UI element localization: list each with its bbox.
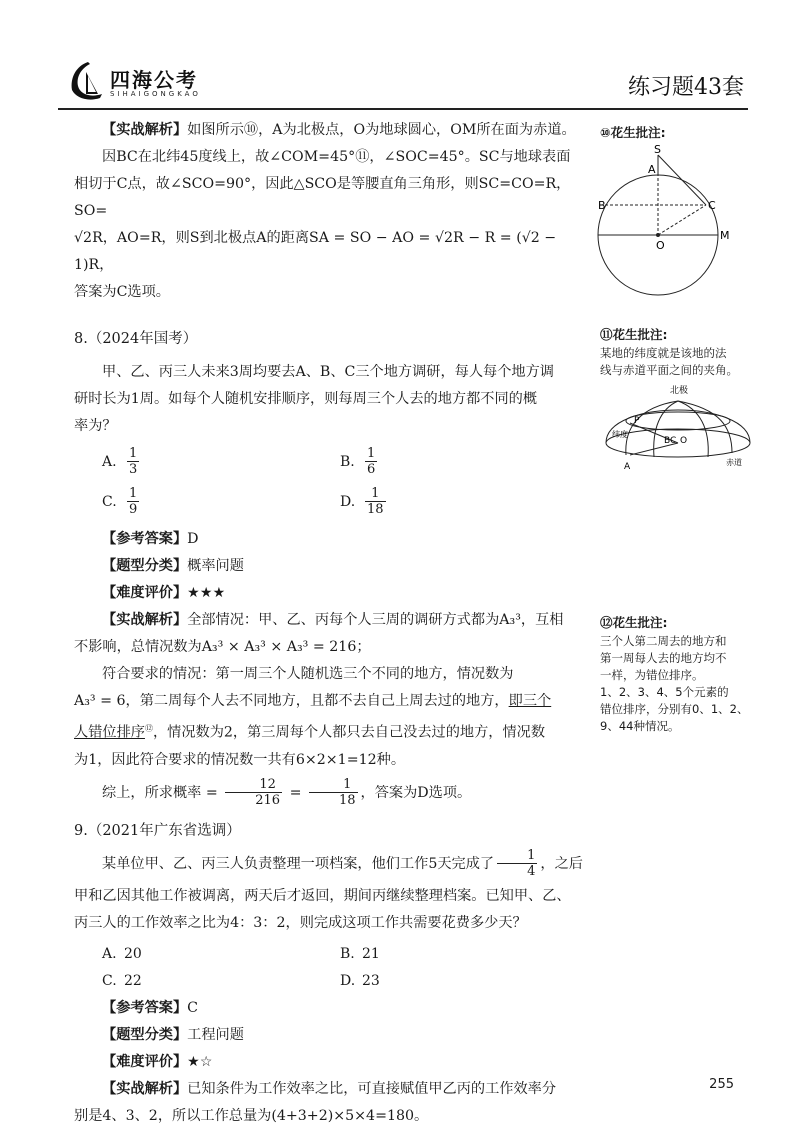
analysis-label: 【实战解析】 xyxy=(102,122,188,138)
q8-option-a[interactable]: A. $\frac{1}{3}$ xyxy=(102,446,138,477)
q7-analysis-line: 相切于C点，故∠SCO=90°，因此△SCO是等腰直角三角形，则SC=CO=R，SO= xyxy=(74,176,571,219)
label-C2: C xyxy=(670,436,677,446)
note-10-title: ⑩花生批注: xyxy=(600,125,666,140)
q9-difficulty: 【难度评价】★☆ xyxy=(102,1053,213,1070)
q8-stem-line: 率为？ xyxy=(74,418,117,434)
label-M: M xyxy=(720,229,730,242)
q8-difficulty: 【难度评价】★★★ xyxy=(102,585,226,601)
logo-text: 四海公考 xyxy=(110,68,198,92)
note-11-text: 某地的纬度就是该地的法 xyxy=(600,346,727,360)
q8-analysis-line: A₃³ = 6，第二周每个人去不同地方，且都不去自己上周去过的地方，即三个 xyxy=(74,693,552,709)
label-O2: O xyxy=(680,436,688,446)
side-note-11 xyxy=(600,326,770,488)
note-12-text: 1、2、3、4、5个元素的 xyxy=(600,685,729,699)
label-P: P xyxy=(634,416,640,426)
note-12-text: 一样，为错位排序。 xyxy=(600,668,704,682)
hemisphere-diagram xyxy=(600,379,770,483)
q7-analysis-line: 答案为C选项。 xyxy=(74,284,170,300)
label-C: C xyxy=(708,199,716,212)
logo-subtitle: SIHAIGONGKAO xyxy=(110,90,201,98)
q8-analysis-line: 为1，因此符合要求的情况数一共有6×2×1=12种。 xyxy=(74,751,406,768)
q7-analysis-line: 因BC在北纬45度线上，故∠COM=45°⑪，∠SOC=45°。SC与地球表面 xyxy=(102,149,571,165)
q7-analysis-text: 如图所示⑩，A为北极点，O为地球圆心，OM所在面为赤道。 xyxy=(187,122,576,138)
set-title: 练习题43套 xyxy=(628,75,744,100)
q9-type: 【题型分类】工程问题 xyxy=(102,1026,244,1043)
q8-options xyxy=(74,440,584,526)
q8-heading: 8.（2024年国考） xyxy=(74,331,198,347)
q8-option-b[interactable]: B. $\frac{1}{6}$ xyxy=(340,446,376,477)
q8-stem-line: 研时长为1周。如每个人随机安排顺序，则每周三个人去的地方都不同的概 xyxy=(74,391,538,407)
q9-stem-line: 某单位甲、乙、丙三人负责整理一项档案，他们工作5天完成了 $\frac{1}{4}$ ，之后 xyxy=(102,848,583,880)
sphere-diagram xyxy=(600,143,770,303)
label-equator: 赤道 xyxy=(726,458,742,467)
side-note-12 xyxy=(600,614,770,735)
main-content xyxy=(74,117,584,1130)
q8-answer: 【参考答案】D xyxy=(102,531,199,547)
q8-analysis-line: 符合要求的情况：第一周三个人随机选三个不同的地方，情况数为 xyxy=(102,666,514,682)
q8-analysis-line: 【实战解析】全部情况：甲、乙、丙每个人三周的调研方式都为A₃³，互相 xyxy=(102,612,564,628)
page-number: 255 xyxy=(709,1077,734,1092)
note-12-text: 9、44种情况。 xyxy=(600,719,680,733)
note-12-text: 三个人第二周去的地方和 xyxy=(600,634,727,648)
q9-option-a[interactable]: A. 20 xyxy=(102,945,142,962)
note-11-title: ⑪花生批注: xyxy=(600,327,668,342)
q9-option-b[interactable]: B. 21 xyxy=(340,945,380,962)
q9-options xyxy=(74,937,584,995)
label-A2: A xyxy=(624,462,631,472)
logo-icon xyxy=(68,60,108,102)
q8-stem-line: 甲、乙、丙三人未来3周均要去A、B、C三个地方调研，每人每个地方调 xyxy=(102,364,554,380)
q9-option-c[interactable]: C. 22 xyxy=(102,972,142,989)
q8-option-d[interactable]: D. $\frac{1}{18}$ xyxy=(340,486,384,517)
note-11-text: 线与赤道平面之间的夹角。 xyxy=(600,363,738,377)
q8-analysis-line: 人错位排序⑫，情况数为2，第三周每个人都只去自己没去过的地方，情况数 xyxy=(74,724,546,741)
q9-option-d[interactable]: D. 23 xyxy=(340,972,380,989)
note-12-text: 第一周每人去的地方均不 xyxy=(600,651,727,665)
header-divider xyxy=(58,108,748,110)
q7-analysis-line xyxy=(74,117,584,144)
q9-answer: 【参考答案】C xyxy=(102,999,198,1016)
label-latitude: 纬度 xyxy=(612,430,628,439)
note-12-text: 错位排序，分别有0、1、2、 xyxy=(600,702,749,716)
label-S: S xyxy=(654,143,661,156)
label-O: O xyxy=(656,239,665,252)
label-A: A xyxy=(648,163,656,176)
label-B2: B xyxy=(664,436,671,446)
q9-heading: 9.（2021年广东省选调） xyxy=(74,822,241,839)
label-B: B xyxy=(598,199,606,212)
side-note-10 xyxy=(600,124,770,308)
q8-analysis-conclusion: 综上，所求概率 = $\frac{12}{216}$ = $\frac{1}{18}$ ，答案为D选项。 xyxy=(102,777,472,809)
q8-analysis-line: 不影响，总情况数为A₃³ × A₃³ × A₃³ = 216； xyxy=(74,639,371,655)
q7-analysis-line: √2R，AO=R，则S到北极点A的距离SA = SO − AO = √2R − R = (√2 − 1)R， xyxy=(74,230,557,273)
page-header xyxy=(58,58,748,108)
q8-option-c[interactable]: C. $\frac{1}{9}$ xyxy=(102,486,138,517)
q9-analysis-line: 【实战解析】已知条件为工作效率之比，可直接赋值甲乙丙的工作效率分 xyxy=(102,1080,557,1097)
label-north-pole: 北极 xyxy=(670,386,689,396)
note-12-title: ⑫花生批注: xyxy=(600,615,668,630)
q8-type: 【题型分类】概率问题 xyxy=(102,558,244,574)
q9-analysis-line: 别是4、3、2，所以工作总量为(4+3+2)×5×4=180。 xyxy=(74,1107,429,1124)
q9-stem-line: 甲和乙因其他工作被调离，两天后才返回，期间丙继续整理档案。已知甲、乙、 xyxy=(74,887,571,904)
q9-stem-line: 丙三人的工作效率之比为4：3：2，则完成这项工作共需要花费多少天？ xyxy=(74,914,527,931)
